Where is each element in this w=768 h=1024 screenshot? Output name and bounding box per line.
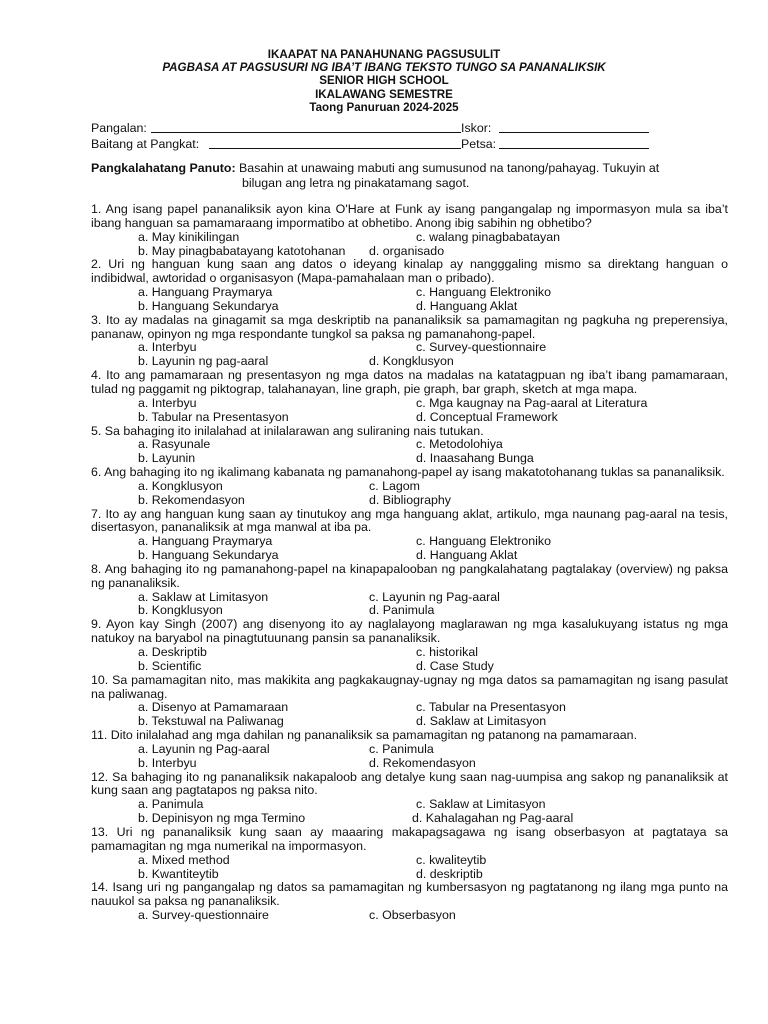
instructions-text-1: Basahin at unawaing mabuti ang sumusunod na tanong/pahayag. Tukuyin at [239,161,660,175]
question-7 [91,508,728,563]
question-text: 10. Sa pamamagitan nito, mas makikita ang pagkakaugnay-ugnay ng mga datos sa pamamagitan ng isang pasulat na paliwanag. [91,672,728,701]
choice-b[interactable]: b. Tekstuwal na Paliwanag [138,714,284,729]
choice-d[interactable]: d. Panimula [369,603,435,618]
choice-a[interactable]: a. Mixed method [138,852,230,867]
choice-c[interactable]: c. historikal [416,645,478,659]
question-text: 9. Ayon kay Singh (2007) ang disenyong ito ay naglalayong maglarawan ng mga kasalukuyang istatus ng mga natukoy na baryabol na pinagtutuunang pansin sa pananaliksik. [91,617,728,646]
subject-title: PAGBASA AT PAGSUSURI NG IBA’T IBANG TEKSTO TUNGO SA PANANALIKSIK [162,61,606,75]
instructions-text-2: bilugan ang letra ng pinakatamang sagot. [242,176,470,191]
choice-a[interactable]: a. Panimula [138,797,204,812]
choice-d[interactable]: d. Kongklusyon [369,354,454,369]
choice-b[interactable]: b. Hanguang Sekundarya [138,548,279,563]
score-field[interactable] [499,121,649,133]
question-8 [91,563,728,618]
choice-b[interactable]: b. Hanguang Sekundarya [138,298,279,313]
choice-a[interactable]: a. Survey-questionnaire [138,908,269,923]
school-year: Taong Panuruan 2024-2025 [309,100,459,114]
choice-b[interactable]: b. Scientific [138,658,202,673]
question-text: 1. Ang isang papel pananaliksik ayon kina O'Hare at Funk ay isang pangangalap ng impormasyon mula sa iba’t ibang hanguan sa pamamaraang impormatibo at obhetibo. Anong ibig sabihin ng obhetibo? [91,202,728,230]
choice-b[interactable]: b. Kwantiteytib [138,866,219,881]
choice-a[interactable]: a. Layunin ng Pag-aaral [138,741,270,756]
question-14 [91,881,728,923]
student-info-fields [91,121,691,152]
question-text: 7. Ito ay ang hanguan kung saan ay tinutukoy ang mga hanguang aklat, artikulo, mga naunang pag-aaral na tesis, disertasyon, pananaliksik at mga manwal at iba pa. [91,506,728,535]
choice-c[interactable]: c. Hanguang Elektroniko [416,534,552,549]
question-text: 4. Ito ang pamamaraan ng presentasyon ng mga datos na madalas na katatagpuan ng iba’t ibang pamamaraan, tulad ng paggamit ng piktograp, talahanayan, line graph, pie graph, bar graph, sketch at mga mapa. [91,368,728,396]
question-4 [91,369,728,424]
choice-a[interactable]: a. Interbyu [138,340,197,355]
choice-b[interactable]: b. Depinisyon ng mga Termino [138,811,306,826]
choice-d[interactable]: d. Kahalagahan ng Pag-aaral [412,811,574,826]
choice-d[interactable]: d. Bibliography [369,492,451,507]
choice-c[interactable]: c. Panimula [369,741,434,756]
choice-a[interactable]: a. Rasyunale [138,437,211,452]
choice-b[interactable]: b. Rekomendasyon [138,492,245,507]
grade-section-field[interactable] [209,137,461,149]
choice-b[interactable]: b. Kongklusyon [138,603,223,618]
choice-d[interactable]: d. Conceptual Framework [416,409,558,424]
name-label: Pangalan: [91,121,147,135]
name-field[interactable] [151,121,461,133]
choice-b[interactable]: b. Interbyu [138,755,197,770]
question-text: 8. Ang bahaging ito ng pamanahong-papel na kinapapalooban ng pangkalahatang pagtalakay (overview) ng paksa ng pananaliksik. [91,561,728,590]
choice-d[interactable]: d. Case Study [416,658,494,673]
choice-c[interactable]: c. Metodolohiya [416,437,503,452]
question-11 [91,729,728,771]
exam-title: IKAAPAT NA PANAHUNANG PAGSUSULIT [267,48,501,61]
question-12 [91,771,728,826]
choice-d[interactable]: d. Rekomendasyon [369,755,476,770]
choice-d[interactable]: d. Saklaw at Limitasyon [416,714,547,729]
choice-b[interactable]: b. May pinagbabatayang katotohanan [138,243,346,258]
exam-header [0,48,768,114]
date-label: Petsa: [461,136,497,151]
question-5 [91,425,728,467]
choice-a[interactable]: a. Saklaw at Limitasyon [138,589,269,604]
choice-a[interactable]: a. Kongklusyon [138,478,223,493]
question-text: 12. Sa bahaging ito ng pananaliksik nakapaloob ang detalye kung saan nag-uumpisa ang sakop ng pananaliksik at kung saan ang pagtatapos ng paksa nito. [91,769,728,798]
choice-c[interactable]: c. Mga kaugnay na Pag-aaral at Literatura [416,395,648,410]
question-1 [91,203,728,258]
question-3 [91,314,728,369]
choice-c[interactable]: c. Saklaw at Limitasyon [416,797,546,812]
question-list [91,203,728,923]
question-text: 5. Sa bahaging ito inilalahad at inilalarawan ang suliraning nais tutukan. [91,423,484,438]
question-2 [91,258,728,313]
choice-b[interactable]: b. Tabular na Presentasyon [138,409,289,424]
choice-a[interactable]: a. Deskriptib [138,645,207,659]
school-level: SENIOR HIGH SCHOOL [319,74,449,88]
semester: IKALAWANG SEMESTRE [315,87,453,101]
choice-a[interactable]: a. Disenyo at Pamamaraan [138,700,289,715]
choice-b[interactable]: b. Layunin [138,451,196,466]
date-field[interactable] [499,137,649,149]
choice-c[interactable]: c. walang pinagbabatayan [416,229,560,244]
question-text: 6. Ang bahaging ito ng ikalimang kabanata ng pamanahong-papel ay isang makatotohanang tuklas sa pananaliksik. [91,465,725,480]
question-text: 2. Uri ng hanguan kung saan ang datos o ideyang kinalap ay nangggaling mismo sa direktang hanguan o indibidwal, awtoridad o organisasyon (Mapa-pamahalaan man o pribado). [91,257,728,286]
question-text: 14. Isang uri ng pangangalap ng datos sa pamamagitan ng kumbersasyon ng pagtatanong ng ilang mga punto na nauukol sa paksa ng pananaliksik. [91,880,728,909]
choice-d[interactable]: d. Hanguang Aklat [416,548,518,563]
choice-c[interactable]: c. kwaliteytib [416,852,487,867]
question-9 [91,618,728,673]
question-text: 13. Uri ng pananaliksik kung saan ay maaaring makapagsagawa ng isang obserbasyon at pagtataya sa pamamagitan ng mga numerikal na impormasyon. [91,824,728,853]
choice-c[interactable]: c. Lagom [369,478,420,493]
question-10 [91,674,728,729]
general-instructions [91,161,691,191]
choice-c[interactable]: c. Layunin ng Pag-aaral [369,589,500,604]
choice-c[interactable]: c. Obserbasyon [369,908,456,923]
choice-a[interactable]: a. Interbyu [138,395,197,410]
choice-d[interactable]: d. organisado [369,243,445,258]
question-13 [91,826,728,881]
choice-d[interactable]: d. Inaasahang Bunga [416,451,534,466]
instructions-label: Pangkalahatang Panuto: [91,161,236,175]
choice-a[interactable]: a. May kinikilingan [138,229,240,244]
choice-c[interactable]: c. Hanguang Elektroniko [416,285,552,300]
grade-section-label: Baitang at Pangkat: [91,136,200,151]
choice-d[interactable]: d. Hanguang Aklat [416,298,518,313]
score-label: Iskor: [461,121,492,135]
question-text: 11. Dito inilalahad ang mga dahilan ng pananaliksik sa pamamagitan ng patanong na pamamaraan. [91,728,638,743]
choice-b[interactable]: b. Layunin ng pag-aaral [138,354,269,369]
choice-c[interactable]: c. Tabular na Presentasyon [416,700,566,715]
choice-d[interactable]: d. deskriptib [416,866,483,881]
question-text: 3. Ito ay madalas na ginagamit sa mga deskriptib na pananaliksik sa pamamagitan ng pagkuha ng preperensiya, pananaw, opinyon ng mga respondante tungkol sa paksa ng pamanahong-papel. [91,312,728,341]
choice-a[interactable]: a. Hanguang Praymarya [138,285,273,300]
question-6 [91,466,728,508]
choice-c[interactable]: c. Survey-questionnaire [416,340,547,355]
choice-a[interactable]: a. Hanguang Praymarya [138,534,273,549]
